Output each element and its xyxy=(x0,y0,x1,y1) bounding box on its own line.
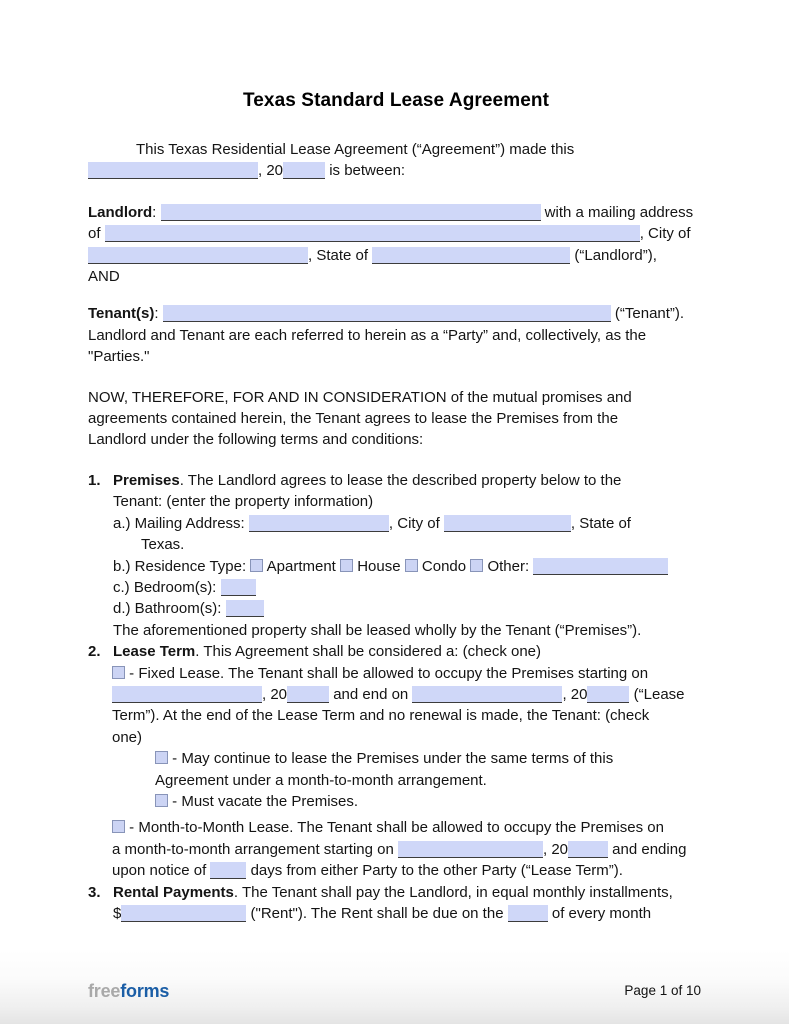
freeforms-logo[interactable] xyxy=(88,981,169,1002)
checkbox[interactable] xyxy=(470,559,483,572)
form-blank-field[interactable] xyxy=(287,686,329,703)
text-run-bold: Premises xyxy=(113,471,180,489)
text-run: Condo xyxy=(417,557,471,575)
text-run-bold: Tenant(s) xyxy=(88,305,155,323)
document-line xyxy=(88,202,704,223)
document-line xyxy=(88,346,704,367)
text-run: agreements contained herein, the Tenant agrees to lease the Premises from the xyxy=(88,410,619,428)
form-blank-field[interactable] xyxy=(226,600,264,617)
document-body xyxy=(88,139,704,924)
page-indicator: Page 1 of 10 xyxy=(624,983,701,998)
text-run-bold: Landlord xyxy=(88,203,153,221)
form-blank-field[interactable] xyxy=(163,305,611,322)
text-run: : xyxy=(152,203,161,221)
checkbox[interactable] xyxy=(340,559,353,572)
document-line xyxy=(113,903,704,924)
document-line xyxy=(88,245,704,266)
text-run: a month-to-month arrangement starting on xyxy=(112,840,398,858)
text-run: This Texas Residential Lease Agreement (“Agreement”) made this xyxy=(136,141,575,158)
text-run: Landlord under the following terms and conditions: xyxy=(88,431,424,449)
text-run: , State of xyxy=(570,514,631,532)
form-blank-field[interactable] xyxy=(161,204,541,221)
text-run: with a mailing address xyxy=(540,203,694,221)
form-blank-field[interactable] xyxy=(249,515,389,532)
form-blank-field[interactable] xyxy=(221,579,256,596)
text-run: . This Agreement shall be considered a: (check one) xyxy=(195,643,542,661)
form-blank-field[interactable] xyxy=(105,225,640,242)
text-run: days from either Party to the other Party (“Lease Term”). xyxy=(246,862,623,880)
list-number: 2. xyxy=(88,643,101,661)
text-run: one) xyxy=(112,728,143,746)
form-blank-field[interactable] xyxy=(444,515,571,532)
text-run-bold: Lease Term xyxy=(113,643,196,661)
text-run: (“Lease xyxy=(629,685,685,703)
text-run: c.) Bedroom(s): xyxy=(113,578,221,596)
text-run: , 20 xyxy=(262,685,288,703)
document-line xyxy=(113,620,704,641)
text-run: : xyxy=(154,305,163,323)
text-run: ("Rent"). The Rent shall be due on the xyxy=(246,905,508,922)
text-run: Tenant: (enter the property information) xyxy=(113,493,374,511)
text-run: , 20 xyxy=(562,685,588,703)
document-line xyxy=(88,160,704,181)
text-run: a.) Mailing Address: xyxy=(113,514,249,532)
document-line xyxy=(113,491,704,512)
checkbox[interactable] xyxy=(250,559,263,572)
text-run: . The Tenant shall pay the Landlord, in equal monthly installments, xyxy=(233,883,673,901)
text-run: (“Landlord”), xyxy=(570,246,657,264)
form-blank-field[interactable] xyxy=(121,905,246,922)
text-run: of every month xyxy=(547,905,652,922)
form-blank-field[interactable] xyxy=(283,162,325,179)
document-line xyxy=(112,663,704,684)
text-run: "Parties." xyxy=(88,348,150,366)
form-blank-field[interactable] xyxy=(533,558,668,575)
text-run: House xyxy=(353,557,405,575)
document-line xyxy=(112,705,704,726)
checkbox[interactable] xyxy=(112,666,125,679)
form-blank-field[interactable] xyxy=(112,686,262,703)
document-line xyxy=(113,577,704,598)
text-run: - May continue to lease the Premises under the same terms of this xyxy=(168,750,614,768)
checkbox[interactable] xyxy=(155,794,168,807)
document-line xyxy=(112,727,704,748)
logo-text-forms: forms xyxy=(120,981,170,1001)
document-line xyxy=(112,839,704,860)
form-blank-field[interactable] xyxy=(412,686,562,703)
document-line xyxy=(155,770,704,791)
document-line xyxy=(88,470,704,491)
document-line xyxy=(141,534,704,555)
document-line xyxy=(136,139,704,160)
text-run: . The Landlord agrees to lease the described property below to the xyxy=(179,471,622,489)
form-blank-field[interactable] xyxy=(372,247,570,264)
text-run: , State of xyxy=(308,246,373,264)
document-line xyxy=(88,408,704,429)
list-number: 1. xyxy=(88,471,101,489)
document-line xyxy=(113,513,704,534)
document-line xyxy=(88,325,704,346)
document-content xyxy=(88,90,704,924)
form-blank-field[interactable] xyxy=(587,686,629,703)
text-run: (“Tenant”). xyxy=(610,305,685,323)
checkbox[interactable] xyxy=(155,751,168,764)
checkbox[interactable] xyxy=(112,820,125,833)
text-run: , City of xyxy=(388,514,444,532)
text-run: upon notice of xyxy=(112,862,211,880)
form-blank-field[interactable] xyxy=(508,905,548,922)
logo-text-free: free xyxy=(88,981,121,1001)
document-line xyxy=(88,882,704,903)
text-run: , 20 xyxy=(258,162,284,180)
list-number: 3. xyxy=(88,883,101,901)
text-run: b.) Residence Type: xyxy=(113,557,251,575)
text-run-bold: Rental Payments xyxy=(113,883,234,901)
text-run: $ xyxy=(113,905,122,922)
document-line xyxy=(112,860,704,881)
text-run: and ending xyxy=(608,840,687,858)
text-run: Term”). At the end of the Lease Term and no renewal is made, the Tenant: (check xyxy=(112,707,650,725)
form-blank-field[interactable] xyxy=(88,247,308,264)
text-run: Apartment xyxy=(263,557,341,575)
text-run: Texas. xyxy=(141,536,185,554)
document-line xyxy=(88,303,704,324)
document-line xyxy=(88,429,704,450)
text-run: - Fixed Lease. The Tenant shall be allowed to occupy the Premises starting on xyxy=(125,664,649,682)
text-run: Other: xyxy=(483,557,534,575)
document-line xyxy=(112,817,704,838)
document-line xyxy=(88,641,704,662)
document-line xyxy=(88,266,704,287)
document-line xyxy=(88,223,704,244)
form-blank-field[interactable] xyxy=(88,162,258,179)
document-line xyxy=(113,598,704,619)
document-line xyxy=(88,387,704,408)
text-run: AND xyxy=(88,268,120,286)
text-run: , 20 xyxy=(542,840,569,858)
text-run: The aforementioned property shall be leased wholly by the Tenant (“Premises”). xyxy=(113,621,642,639)
text-run: and end on xyxy=(329,685,413,703)
text-run: of xyxy=(88,225,105,243)
page-footer xyxy=(0,950,789,1024)
document-line xyxy=(155,748,704,769)
form-blank-field[interactable] xyxy=(568,841,608,858)
text-run: d.) Bathroom(s): xyxy=(113,600,226,618)
text-run: , City of xyxy=(639,225,691,243)
text-run: NOW, THEREFORE, FOR AND IN CONSIDERATION of the mutual promises and xyxy=(88,388,632,406)
text-run: is between: xyxy=(325,162,406,180)
checkbox[interactable] xyxy=(405,559,418,572)
document-line xyxy=(113,556,704,577)
text-run: Landlord and Tenant are each referred to herein as a “Party” and, collectively, as the xyxy=(88,326,647,344)
form-blank-field[interactable] xyxy=(398,841,543,858)
document-title: Texas Standard Lease Agreement xyxy=(242,90,550,111)
form-blank-field[interactable] xyxy=(210,862,246,879)
text-run: - Month-to-Month Lease. The Tenant shall be allowed to occupy the Premises on xyxy=(125,819,664,837)
document-line xyxy=(155,791,704,812)
text-run: - Must vacate the Premises. xyxy=(168,792,359,810)
document-line xyxy=(112,684,704,705)
text-run: Agreement under a month-to-month arrangement. xyxy=(155,771,487,789)
